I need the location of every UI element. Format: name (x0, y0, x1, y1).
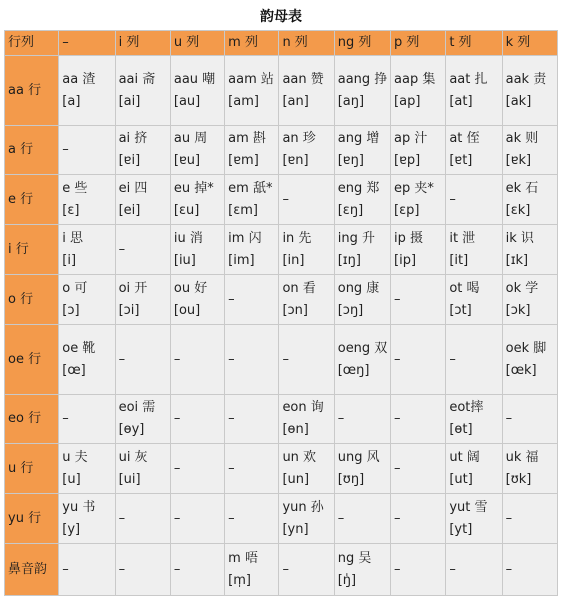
final-cell (59, 544, 115, 596)
table-row (5, 56, 558, 126)
final-cell (115, 444, 170, 494)
final-cell (170, 175, 224, 225)
final-cell (279, 544, 334, 596)
ipa-transcription: [ŋ̍] (337, 572, 357, 588)
ipa-transcription: [at] (449, 93, 473, 109)
final-cell (225, 175, 279, 225)
final-cell (279, 395, 334, 444)
final-spelling: im 闪 (228, 230, 262, 246)
ipa-transcription: [ɐn] (282, 153, 309, 168)
final-spelling: – (394, 411, 401, 426)
final-spelling: oi 开 (118, 280, 148, 296)
final-cell (59, 275, 115, 325)
table-row (5, 275, 558, 325)
final-spelling: – (118, 241, 126, 257)
final-cell (115, 494, 170, 544)
final-spelling: ou 好 (173, 280, 208, 296)
final-cell (502, 225, 557, 275)
final-cell (391, 175, 446, 225)
final-spelling: ik 识 (505, 230, 534, 246)
header-col-ng: ng 列 (334, 31, 390, 56)
ipa-transcription: [ʊŋ] (337, 471, 365, 487)
final-cell (225, 494, 279, 544)
row-header: aa 行 (5, 56, 59, 126)
header-corner: 行列 (5, 31, 59, 56)
final-cell (391, 225, 446, 275)
final-spelling: u 夫 (62, 449, 88, 465)
ipa-transcription: [ɐp] (394, 153, 421, 168)
final-cell (502, 395, 557, 444)
final-spelling: ai 挤 (118, 131, 148, 146)
ipa-transcription: [ɔ] (62, 302, 80, 318)
final-cell (59, 56, 115, 126)
final-cell (446, 395, 502, 444)
final-spelling: uk 福 (505, 449, 539, 465)
final-spelling: – (394, 510, 401, 526)
ipa-transcription: [ɛu] (173, 202, 200, 218)
final-spelling: – (337, 411, 345, 426)
final-cell (59, 126, 115, 175)
final-cell (115, 56, 170, 126)
final-spelling: ep 夹* (394, 180, 434, 196)
row-header: eo 行 (5, 395, 59, 444)
row-header: u 行 (5, 444, 59, 494)
final-spelling: – (62, 142, 69, 157)
table-row (5, 325, 558, 395)
final-cell (502, 275, 557, 325)
row-header: 鼻音韵 (5, 544, 59, 596)
final-cell (502, 325, 557, 395)
final-cell (279, 175, 334, 225)
final-cell (279, 444, 334, 494)
header-col-m: m 列 (225, 31, 279, 56)
final-cell (170, 225, 224, 275)
ipa-transcription: [ui] (118, 471, 141, 487)
ipa-transcription: [an] (282, 93, 309, 109)
row-header: yu 行 (5, 494, 59, 544)
final-cell (502, 56, 557, 126)
header-col-p: p 列 (391, 31, 446, 56)
ipa-transcription: [ɔn] (282, 302, 308, 318)
final-cell (279, 275, 334, 325)
ipa-transcription: [au] (173, 93, 201, 109)
final-spelling: – (173, 351, 181, 367)
final-cell (334, 444, 390, 494)
final-cell (446, 225, 502, 275)
header-col-u: u 列 (170, 31, 224, 56)
final-spelling: in 先 (282, 230, 312, 246)
final-spelling: yu 书 (62, 499, 96, 515)
final-spelling: – (449, 351, 456, 367)
final-spelling: e 些 (62, 180, 88, 196)
final-spelling: oek 脚 (505, 340, 547, 356)
final-cell (502, 126, 557, 175)
final-spelling: oe 靴 (62, 340, 96, 356)
ipa-transcription: [œ] (62, 362, 86, 378)
header-col-k: k 列 (502, 31, 557, 56)
final-cell (279, 494, 334, 544)
ipa-transcription: [ak] (505, 93, 532, 109)
final-spelling: on 看 (282, 280, 316, 296)
ipa-transcription: [ɐu] (173, 153, 201, 168)
final-cell (391, 444, 446, 494)
final-cell (334, 126, 390, 175)
final-spelling: yut 雪 (449, 499, 488, 515)
final-cell (59, 494, 115, 544)
final-spelling: ang 增 (337, 131, 380, 146)
ipa-transcription: [it] (449, 252, 469, 268)
final-spelling: ak 则 (505, 131, 539, 146)
ipa-transcription: [ai] (118, 93, 141, 109)
table-row (5, 126, 558, 175)
ipa-transcription: [u] (62, 471, 81, 487)
ipa-transcription: [ɐi] (118, 153, 141, 168)
final-spelling: iu 消 (173, 230, 203, 246)
final-spelling: – (394, 291, 401, 307)
header-col-t: t 列 (446, 31, 502, 56)
final-cell (115, 395, 170, 444)
ipa-transcription: [y] (62, 521, 81, 537)
header-col-i: i 列 (115, 31, 170, 56)
final-spelling: – (449, 191, 456, 207)
final-cell (279, 56, 334, 126)
final-spelling: – (282, 561, 289, 577)
final-spelling: aai 斋 (118, 71, 156, 87)
row-header: e 行 (5, 175, 59, 225)
row-header: a 行 (5, 126, 59, 175)
final-cell (115, 544, 170, 596)
final-spelling: aam 站 (228, 71, 274, 87)
final-spelling: ui 灰 (118, 449, 148, 465)
final-spelling: an 珍 (282, 131, 316, 146)
final-spelling: ing 升 (337, 230, 375, 246)
final-spelling: – (282, 191, 289, 207)
ipa-transcription: [ɛŋ] (337, 202, 364, 218)
final-spelling: eoi 需 (118, 400, 156, 415)
table-row (5, 225, 558, 275)
final-cell (170, 126, 224, 175)
final-spelling: – (337, 510, 345, 526)
final-spelling: aa 渣 (62, 71, 96, 87)
final-spelling: – (394, 351, 401, 367)
final-cell (170, 494, 224, 544)
final-spelling: – (173, 561, 181, 577)
final-cell (225, 56, 279, 126)
final-spelling: eot摔 (449, 400, 484, 415)
ipa-transcription: [ʊk] (505, 471, 532, 487)
final-cell (225, 544, 279, 596)
final-spelling: – (173, 460, 181, 476)
final-cell (115, 275, 170, 325)
final-spelling: aan 赞 (282, 71, 324, 87)
final-cell (334, 56, 390, 126)
final-spelling: m 唔 (228, 550, 258, 566)
final-cell (279, 126, 334, 175)
table-row (5, 175, 558, 225)
final-cell (115, 225, 170, 275)
ipa-transcription: [ɛ] (62, 202, 80, 218)
header-col-n: n 列 (279, 31, 334, 56)
final-cell (59, 325, 115, 395)
final-spelling: ng 吴 (337, 550, 372, 566)
final-spelling: ut 阔 (449, 449, 480, 465)
final-spelling: – (394, 460, 401, 476)
final-cell (334, 275, 390, 325)
ipa-transcription: [ɔi] (118, 302, 140, 318)
final-cell (170, 325, 224, 395)
table-row (5, 544, 558, 596)
final-cell (446, 544, 502, 596)
ipa-transcription: [ɐŋ] (337, 153, 364, 168)
final-spelling: – (228, 460, 235, 476)
final-cell (225, 444, 279, 494)
final-spelling: – (505, 561, 513, 577)
final-cell (279, 225, 334, 275)
ipa-transcription: [aŋ] (337, 93, 365, 109)
final-cell (391, 275, 446, 325)
ipa-transcription: [ɵy] (118, 422, 145, 437)
final-spelling: at 侄 (449, 131, 480, 146)
final-cell (59, 225, 115, 275)
final-spelling: ok 学 (505, 280, 539, 296)
final-cell (170, 444, 224, 494)
final-spelling: ek 石 (505, 180, 539, 196)
ipa-transcription: [ɐm] (228, 153, 259, 168)
final-cell (225, 395, 279, 444)
final-cell (502, 494, 557, 544)
final-spelling: – (173, 510, 181, 526)
final-cell (334, 494, 390, 544)
ipa-transcription: [ɛk] (505, 202, 531, 218)
ipa-transcription: [ɪk] (505, 252, 529, 268)
final-spelling: am 斟 (228, 131, 266, 146)
final-cell (446, 325, 502, 395)
ipa-transcription: [ap] (394, 93, 421, 109)
final-cell (334, 175, 390, 225)
final-cell (446, 444, 502, 494)
final-spelling: i 思 (62, 230, 84, 246)
final-spelling: aau 嘲 (173, 71, 216, 87)
final-spelling: un 欢 (282, 449, 317, 465)
ipa-transcription: [ip] (394, 252, 417, 268)
ipa-transcription: [œŋ] (337, 362, 370, 378)
ipa-transcription: [ɵt] (449, 422, 473, 437)
final-spelling: – (118, 351, 126, 367)
final-cell (446, 175, 502, 225)
final-cell (334, 225, 390, 275)
final-cell (391, 544, 446, 596)
final-cell (391, 395, 446, 444)
final-spelling: eu 掉* (173, 180, 214, 196)
final-cell (502, 544, 557, 596)
final-cell (391, 494, 446, 544)
ipa-transcription: [ɔt] (449, 302, 472, 318)
finals-table (4, 30, 558, 596)
ipa-transcription: [am] (228, 93, 259, 109)
final-cell (59, 175, 115, 225)
final-cell (225, 275, 279, 325)
final-cell (334, 325, 390, 395)
final-spelling: – (228, 291, 235, 307)
final-cell (225, 225, 279, 275)
ipa-transcription: [œk] (505, 362, 537, 378)
final-spelling: eng 郑 (337, 180, 380, 196)
final-spelling: au 周 (173, 131, 208, 146)
final-spelling: it 泄 (449, 230, 476, 246)
ipa-transcription: [yt] (449, 521, 473, 537)
final-spelling: – (394, 561, 401, 577)
final-spelling: em 舐* (228, 180, 273, 196)
ipa-transcription: [m̩] (228, 572, 251, 588)
ipa-transcription: [iu] (173, 252, 196, 268)
final-cell (170, 395, 224, 444)
final-spelling: ap 汁 (394, 131, 428, 146)
final-cell (334, 395, 390, 444)
final-cell (170, 275, 224, 325)
final-cell (446, 494, 502, 544)
final-cell (279, 325, 334, 395)
row-header: o 行 (5, 275, 59, 325)
final-cell (170, 56, 224, 126)
final-cell (59, 395, 115, 444)
final-spelling: – (449, 561, 456, 577)
ipa-transcription: [i] (62, 252, 77, 268)
ipa-transcription: [ɐk] (505, 153, 532, 168)
ipa-transcription: [ɛm] (228, 202, 258, 218)
final-cell (334, 544, 390, 596)
final-spelling: – (282, 351, 289, 367)
final-cell (446, 56, 502, 126)
final-cell (391, 56, 446, 126)
ipa-transcription: [un] (282, 471, 310, 487)
header-col-none: – (59, 31, 115, 56)
final-spelling: – (62, 561, 69, 577)
ipa-transcription: [im] (228, 252, 255, 268)
table-row (5, 494, 558, 544)
final-spelling: – (505, 510, 513, 526)
ipa-transcription: [in] (282, 252, 305, 268)
final-cell (225, 126, 279, 175)
table-row (5, 395, 558, 444)
ipa-transcription: [ɪŋ] (337, 252, 361, 268)
ipa-transcription: [ɛp] (394, 202, 420, 218)
final-spelling: – (505, 411, 513, 426)
final-cell (446, 275, 502, 325)
final-spelling: aat 扎 (449, 71, 488, 87)
final-cell (502, 175, 557, 225)
ipa-transcription: [ɔk] (505, 302, 531, 318)
final-spelling: aap 集 (394, 71, 436, 87)
ipa-transcription: [ɐt] (449, 153, 473, 168)
final-cell (391, 126, 446, 175)
final-cell (225, 325, 279, 395)
final-spelling: o 可 (62, 280, 88, 296)
ipa-transcription: [ɔŋ] (337, 302, 364, 318)
final-spelling: eon 询 (282, 400, 324, 415)
table-title: 韵母表 (260, 9, 302, 25)
final-cell (502, 444, 557, 494)
final-spelling: aang 挣 (337, 71, 388, 87)
final-spelling: – (173, 411, 181, 426)
header-row (5, 31, 558, 56)
final-spelling: aak 责 (505, 71, 547, 87)
ipa-transcription: [ei] (118, 202, 141, 218)
final-spelling: ot 喝 (449, 280, 480, 296)
final-cell (391, 325, 446, 395)
final-spelling: – (228, 411, 235, 426)
ipa-transcription: [yn] (282, 521, 309, 537)
final-spelling: – (118, 561, 126, 577)
final-spelling: yun 孙 (282, 499, 324, 515)
final-cell (446, 126, 502, 175)
ipa-transcription: [ɵn] (282, 422, 309, 437)
final-cell (115, 175, 170, 225)
table-row (5, 444, 558, 494)
final-spelling: – (118, 510, 126, 526)
final-cell (59, 444, 115, 494)
final-spelling: ung 风 (337, 449, 380, 465)
final-spelling: ong 康 (337, 280, 380, 296)
final-spelling: – (228, 510, 235, 526)
ipa-transcription: [ut] (449, 471, 473, 487)
ipa-transcription: [ou] (173, 302, 201, 318)
final-cell (170, 544, 224, 596)
ipa-transcription: [a] (62, 93, 81, 109)
row-header: oe 行 (5, 325, 59, 395)
row-header: i 行 (5, 225, 59, 275)
final-cell (115, 325, 170, 395)
final-cell (115, 126, 170, 175)
final-spelling: ip 摄 (394, 230, 424, 246)
final-spelling: ei 四 (118, 180, 148, 196)
final-spelling: – (228, 351, 235, 367)
final-spelling: oeng 双 (337, 340, 388, 356)
final-spelling: – (62, 411, 69, 426)
